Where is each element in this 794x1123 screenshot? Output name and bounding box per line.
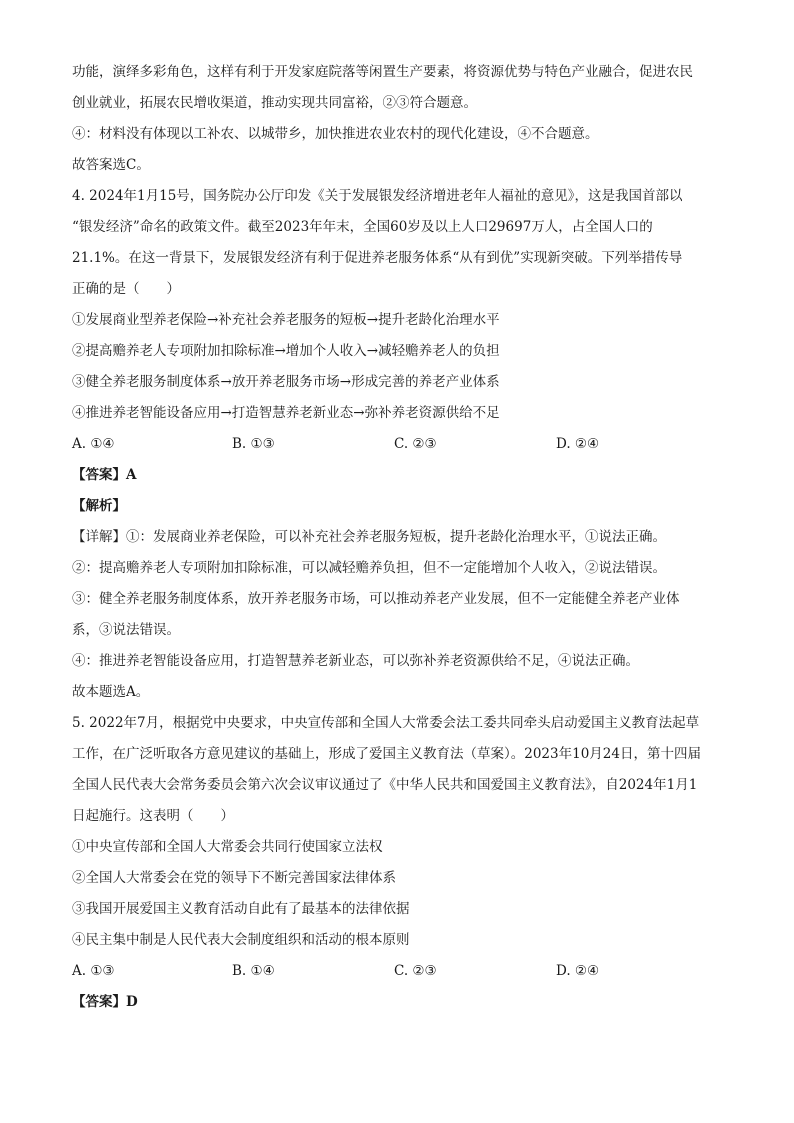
text-line: 21.1%。在这一背景下，发展银发经济有利于促进养老服务体系“从有到优”实现新突破。下列举措传导 <box>72 250 683 266</box>
statement-1: ①中央宣传部和全国人大常委会共同行使国家立法权 <box>72 839 383 855</box>
statement-2: ②全国人大常委会在党的领导下不断完善国家法律体系 <box>72 870 396 886</box>
question-4-stem: 4. 2024年1月15号，国务院办公厅印发《关于发展银发经济增进老年人福祉的意见》，这是我国首部以 <box>72 188 683 204</box>
detail-line: ②：提高赡养老人专项附加扣除标准，可以减轻赡养负担，但不一定能增加个人收入，②说法错误。 <box>72 560 666 576</box>
text-line: 工作，在广泛听取各方意见建议的基础上，形成了爱国主义教育法（草案）。2023年10月24日，第十四届 <box>72 746 701 762</box>
statement-2: ②提高赡养老人专项附加扣除标准→增加个人收入→减轻赡养老人的负担 <box>72 343 500 359</box>
statement-1: ①发展商业型养老保险→补充社会养老服务的短板→提升老龄化治理水平 <box>72 312 500 328</box>
question-5-stem: 5. 2022年7月，根据党中央要求，中央宣传部和全国人大常委会法工委共同牵头启动爱国主义教育法起草 <box>72 715 700 731</box>
text-line: 全国人民代表大会常务委员会第六次会议审议通过了《中华人民共和国爱国主义教育法》，自2024年1月1 <box>72 777 698 793</box>
detail-line: 故本题选A。 <box>72 684 150 700</box>
option-b: B. ①③ <box>232 436 275 452</box>
text-line: 日起施行。这表明（ ） <box>72 808 234 824</box>
detail-line: 系，③说法错误。 <box>72 622 180 638</box>
detail-line: 【详解】①：发展商业养老保险，可以补充社会养老服务短板，提升老龄化治理水平，①说法正确。 <box>72 529 666 545</box>
answer-label: 【答案】A <box>72 467 137 483</box>
option-b: B. ①④ <box>232 963 275 979</box>
answer-label: 【答案】D <box>72 994 138 1010</box>
statement-4: ④民主集中制是人民代表大会制度组织和活动的根本原则 <box>72 932 410 948</box>
statement-3: ③我国开展爱国主义教育活动自此有了最基本的法律依据 <box>72 901 410 917</box>
option-a: A. ①④ <box>72 436 115 452</box>
option-a: A. ①③ <box>72 963 115 979</box>
text-line: 功能，演绎多彩角色，这样有利于开发家庭院落等闲置生产要素，将资源优势与特色产业融合，促进农民 <box>72 64 693 80</box>
detail-line: ③：健全养老服务制度体系，放开养老服务市场，可以推动养老产业发展，但不一定能健全养老产业体 <box>72 591 680 607</box>
option-c: C. ②③ <box>394 436 437 452</box>
option-d: D. ②④ <box>556 436 600 452</box>
text-line: “银发经济”命名的政策文件。截至2023年年末，全国60岁及以上人口29697万人，占全国人口的 <box>72 219 653 235</box>
text-line: 正确的是（ ） <box>72 281 180 297</box>
detail-line: ④：推进养老智能设备应用，打造智慧养老新业态，可以弥补养老资源供给不足，④说法正确。 <box>72 653 639 669</box>
statement-3: ③健全养老服务制度体系→放开养老服务市场→形成完善的养老产业体系 <box>72 374 500 390</box>
text-line: ④：材料没有体现以工补农、以城带乡，加快推进农业农村的现代化建设，④不合题意。 <box>72 126 599 142</box>
analysis-label: 【解析】 <box>72 498 126 514</box>
option-c: C. ②③ <box>394 963 437 979</box>
option-d: D. ②④ <box>556 963 600 979</box>
text-line: 故答案选C。 <box>72 157 150 173</box>
text-line: 创业就业，拓展农民增收渠道，推动实现共同富裕，②③符合题意。 <box>72 95 477 111</box>
statement-4: ④推进养老智能设备应用→打造智慧养老新业态→弥补养老资源供给不足 <box>72 405 500 421</box>
